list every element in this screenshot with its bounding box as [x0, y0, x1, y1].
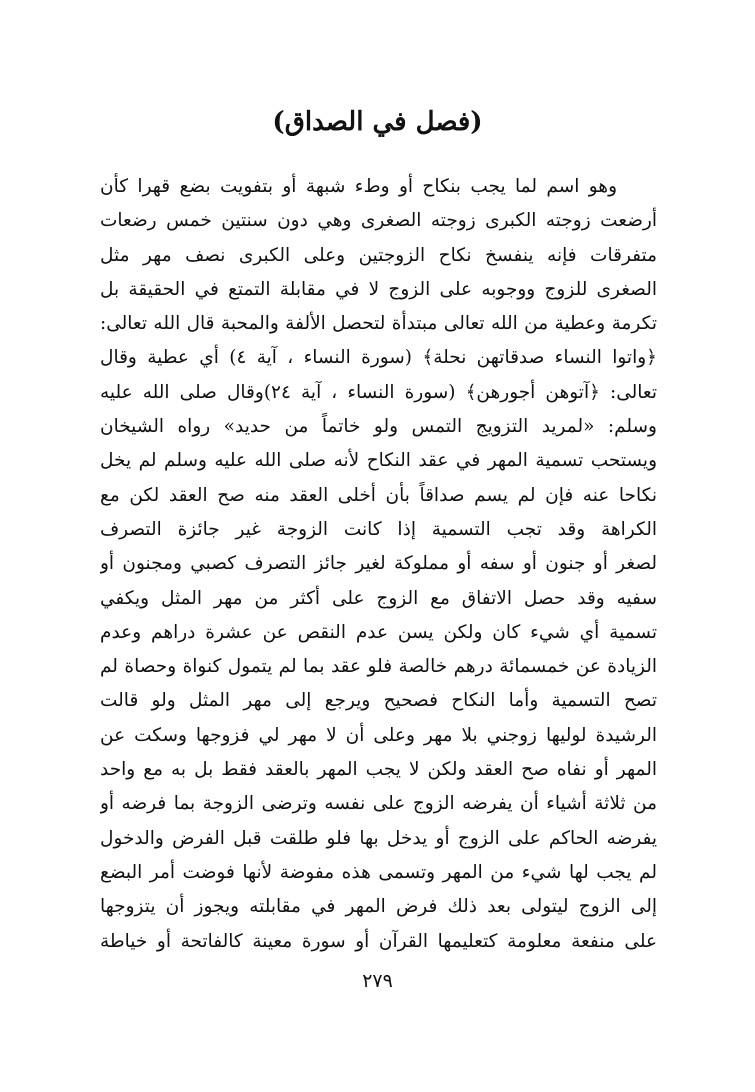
text-line: لم يجب لها شيء من المهر وتسمى هذه مفوضة لأنها فوضت أمر البضع: [100, 861, 657, 883]
text-line: تعالى: ﴿آتوهن أجورهن﴾ (سورة النساء ، آية ٢٤)وقال صلى الله عليه: [100, 381, 657, 403]
page-number: ٢٧٩: [362, 970, 393, 992]
text-line: ويستحب تسمية المهر في عقد النكاح لأنه صلى الله عليه وسلم لم يخل: [100, 450, 657, 472]
text-line: سفيه وقد حصل الاتفاق مع الزوج على أكثر من مهر المثل ويكفي: [100, 587, 657, 609]
text-line: أرضعت زوجته الكبرى زوجته الصغرى وهي دون سنتين خمس رضعات: [100, 210, 657, 232]
text-line: تكرمة وعطية من الله تعالى مبتدأة لتحصل الألفة والمحبة قال الله تعالى:: [100, 313, 657, 335]
text-line: إلى الزوج ليتولى بعد ذلك فرض المهر في مقابلته ويجوز أن يتزوجها: [100, 896, 657, 918]
text-line: تصح التسمية وأما النكاح فصحيح ويرجع إلى مهر المثل ولو قالت: [100, 690, 657, 712]
text-line: من ثلاثة أشياء أن يفرضه الزوج على نفسه وترضى الزوجة بما فرضه أو: [100, 793, 657, 815]
text-line: الزيادة عن خمسمائة درهم خالصة فلو عقد بما لم يتمول كنواة وحصاة لم: [100, 656, 657, 678]
text-line: وسلم: «لمريد التزويج التمس ولو خاتماً من حديد» رواه الشيخان: [100, 416, 657, 438]
text-line: المهر أو نفاه صح العقد ولكن لا يجب المهر بالعقد فقط بل به مع واحد: [100, 759, 657, 781]
text-line: يفرضه الحاكم على الزوج أو يدخل بها فلو طلقت قبل الفرض والدخول: [100, 827, 657, 849]
text-line: نكاحا عنه فإن لم يسم صداقاً بأن أخلى العقد منه صح العقد لكن مع: [100, 484, 657, 506]
text-line: لصغر أو جنون أو سفه أو مملوكة لغير جائز التصرف كصبي ومجنون أو: [100, 553, 657, 575]
text-line: تسمية أي شيء كان ولكن يسن عدم النقص عن عشرة دراهم وعدم: [100, 621, 657, 643]
text-line: الكراهة وقد تجب التسمية إذا كانت الزوجة غير جائزة التصرف: [100, 518, 657, 540]
text-line: على منفعة معلومة كتعليمها القرآن أو سورة معينة كالفاتحة أو خياطة: [100, 930, 657, 952]
body-text: [100, 170, 657, 959]
chapter-heading: (فصل في الصداق): [272, 107, 483, 137]
text-line: متفرقات فإنه ينفسخ نكاح الزوجتين وعلى الكبرى نصف مهر مثل: [100, 244, 657, 266]
text-line: الصغرى للزوج ووجوبه على الزوج لا في مقابلة التمتع في الحقيقة بل: [100, 278, 657, 300]
text-line: وهو اسم لما يجب بنكاح أو وطء شبهة أو بتفويت بضع قهرا كأن: [100, 176, 617, 197]
text-line: ﴿واتوا النساء صدقاتهن نحلة﴾ (سورة النساء ، آية ٤) أي عطية وقال: [100, 347, 657, 369]
text-line: الرشيدة لوليها زوجني بلا مهر وعلى أن لا مهر لي فزوجها وسكت عن: [100, 724, 657, 746]
